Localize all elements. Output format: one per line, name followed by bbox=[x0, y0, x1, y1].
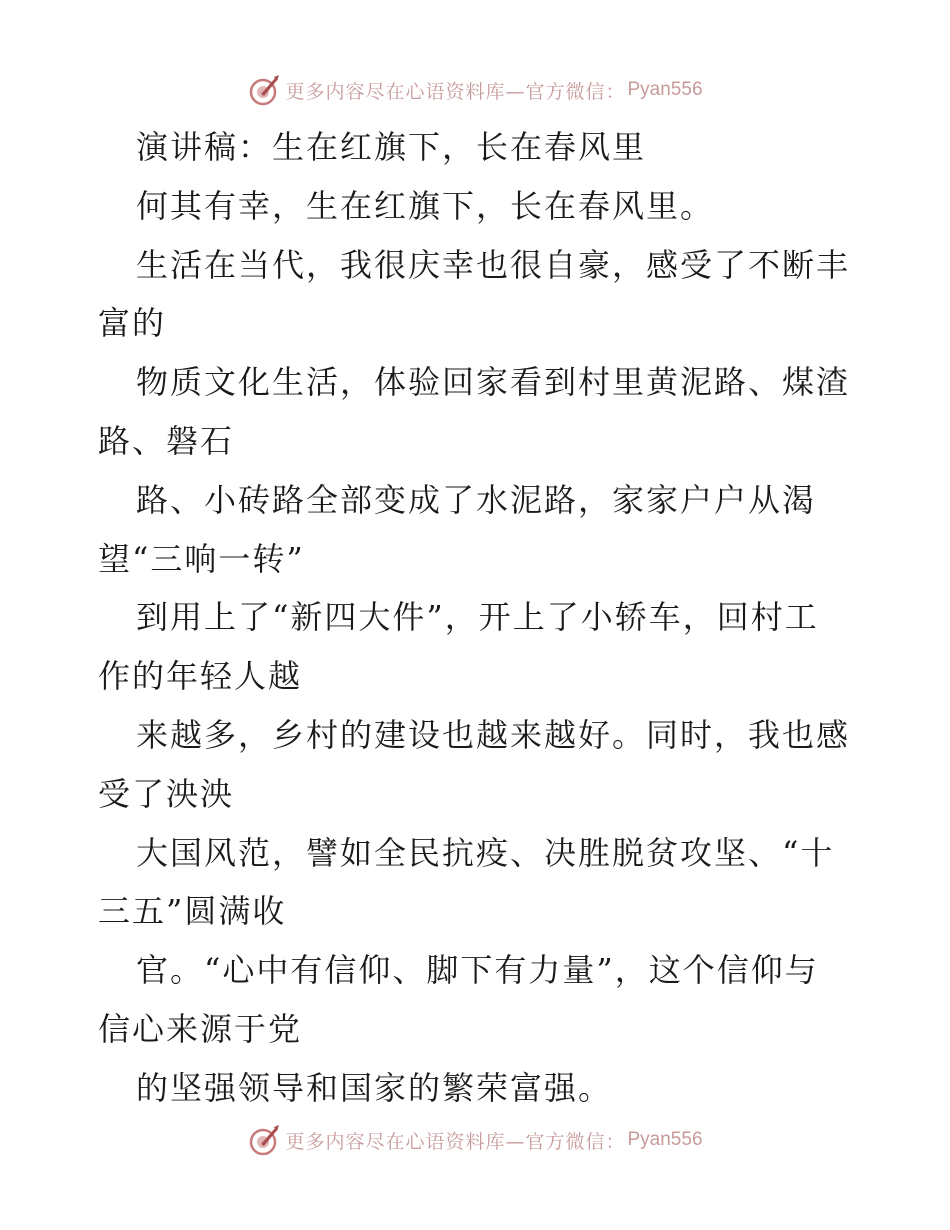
paragraph-line: 三五”圆满收 bbox=[98, 892, 287, 931]
paragraph-line: 来越多，乡村的建设也越来越好。同时，我也感 bbox=[136, 715, 851, 754]
paragraph-line: 望“三响一转” bbox=[98, 539, 305, 578]
paragraph-line: 路、小砖路全部变成了水泥路，家家户户从渴 bbox=[136, 480, 817, 519]
paragraph-line: 官。“心中有信仰、脚下有力量”，这个信仰与 bbox=[136, 951, 819, 990]
quill-logo-icon bbox=[247, 1123, 281, 1157]
watermark-account: Pyan556 bbox=[627, 79, 703, 100]
document-body bbox=[98, 118, 868, 1118]
paragraph-line: 大国风范，譬如全民抗疫、决胜脱贫攻坚、“十 bbox=[136, 833, 835, 872]
paragraph-line: 富的 bbox=[98, 304, 167, 343]
paragraph-line: 到用上了“新四大件”，开上了小轿车，回村工 bbox=[136, 598, 819, 637]
watermark-account: Pyan556 bbox=[627, 1129, 703, 1150]
paragraph-line: 作的年轻人越 bbox=[98, 657, 303, 696]
quill-logo-icon bbox=[247, 73, 281, 107]
paragraph-line: 受了泱泱 bbox=[98, 774, 235, 813]
footer-watermark bbox=[0, 1120, 950, 1160]
paragraph-line: 物质文化生活，体验回家看到村里黄泥路、煤渣 bbox=[136, 363, 851, 402]
paragraph-line: 信心来源于党 bbox=[98, 1009, 303, 1048]
paragraph-line: 生活在当代，我很庆幸也很自豪，感受了不断丰 bbox=[136, 245, 851, 284]
header-watermark bbox=[0, 70, 950, 110]
document-title: 演讲稿：生在红旗下，长在春风里 bbox=[136, 128, 647, 166]
paragraph-line: 何其有幸，生在红旗下，长在春风里。 bbox=[136, 186, 715, 225]
paragraph-line: 路、磐石 bbox=[98, 421, 235, 460]
paragraph-line: 的坚强领导和国家的繁荣富强。 bbox=[136, 1068, 613, 1107]
watermark-label: 更多内容尽在心语资料库—官方微信： bbox=[285, 80, 626, 103]
watermark-label: 更多内容尽在心语资料库—官方微信： bbox=[285, 1130, 626, 1153]
